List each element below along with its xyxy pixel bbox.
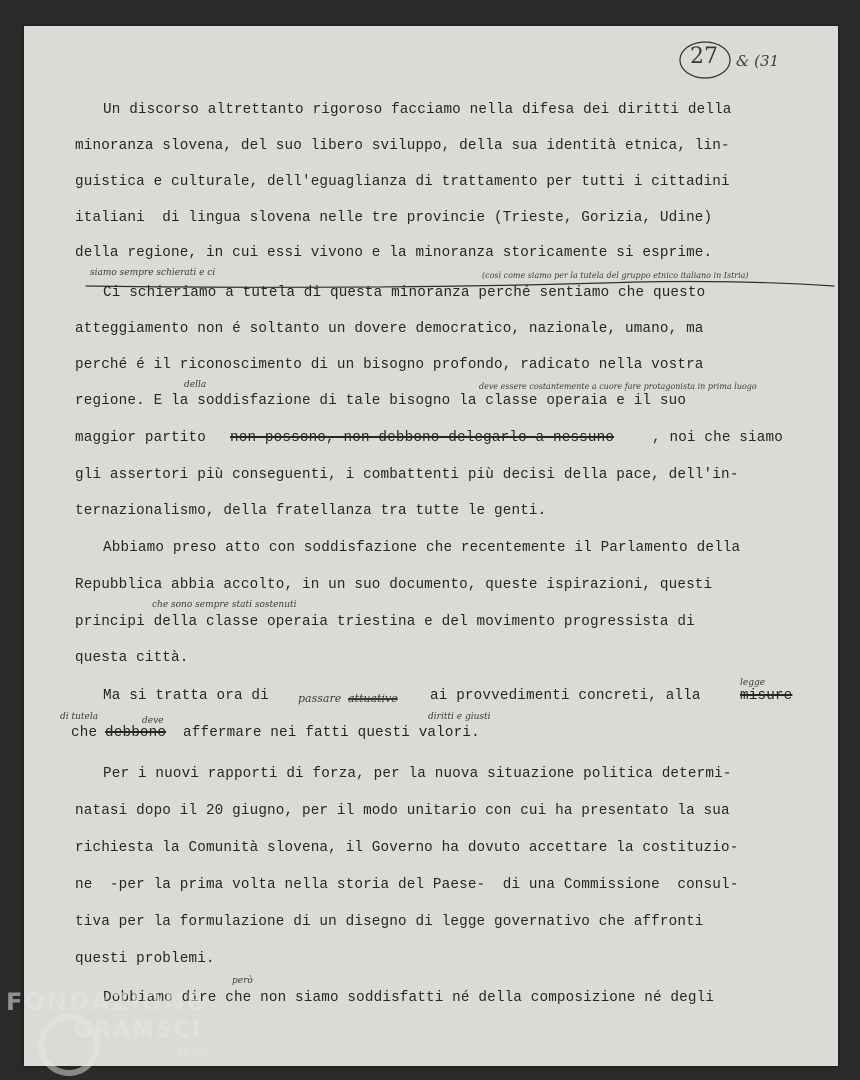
watermark-logo: onlus bbox=[176, 1046, 209, 1057]
text-line: atteggiamento non é soltanto un dovere democratico, nazionale, umano, ma bbox=[75, 321, 704, 337]
text-line: Abbiamo preso atto con soddisfazione che recentemente il Parlamento della bbox=[103, 540, 741, 556]
text-line: guistica e culturale, dell'eguaglianza di trattamento per tutti i cittadini bbox=[75, 174, 730, 190]
text-line: ternazionalismo, della fratellanza tra tutte le genti. bbox=[75, 503, 547, 519]
handwritten-note: della bbox=[184, 380, 207, 390]
text-line: principi della classe operaia triestina e del movimento progressista di bbox=[75, 614, 695, 630]
handwritten-note: deve bbox=[142, 716, 164, 726]
document-page bbox=[24, 26, 838, 1066]
alt-page-mark: & (31 bbox=[736, 52, 780, 70]
text-line: , noi che siamo bbox=[652, 430, 783, 446]
text-line: italiani di lingua slovena nelle tre provincie (Trieste, Gorizia, Udine) bbox=[75, 210, 713, 226]
handwritten-note: diritti e giusti bbox=[428, 712, 491, 722]
handwritten-note: (così come siamo per la tutela del gruppo etnico italiano in Istria) bbox=[482, 271, 749, 280]
text-line: Dobbiamo dire che non siamo soddisfatti né della composizione né degli bbox=[103, 990, 715, 1006]
text-line: affermare nei fatti questi valori. bbox=[183, 725, 480, 741]
handwritten-note: che sono sempre stati sostenuti bbox=[152, 600, 297, 610]
text-line: ne -per la prima volta nella storia del Paese- di una Commissione consul- bbox=[75, 877, 739, 893]
handwritten-note: però bbox=[232, 976, 253, 986]
struck-text: misure bbox=[740, 688, 793, 704]
text-line: Ci schieriamo a tutela di questa minoranza perché sentiamo che questo bbox=[103, 285, 706, 301]
text-line: che bbox=[71, 725, 98, 741]
handwritten-note: legge bbox=[740, 678, 766, 688]
struck-text: non possono, non debbono delegarlo a nessuno bbox=[230, 430, 615, 446]
text-line: gli assertori più conseguenti, i combattenti più decisi della pace, dell'in- bbox=[75, 467, 739, 483]
text-line: questa città. bbox=[75, 650, 189, 666]
text-line: ai provvedimenti concreti, alla bbox=[430, 688, 701, 704]
text-line: maggior partito bbox=[75, 430, 206, 446]
struck-handwritten-note: attuative bbox=[348, 692, 398, 705]
text-line: perché é il riconoscimento di un bisogno profondo, radicato nella vostra bbox=[75, 357, 704, 373]
text-line: regione. E la soddisfazione di tale bisogno la classe operaia e il suo bbox=[75, 393, 687, 409]
handwritten-note: di tutela bbox=[60, 712, 99, 722]
handwritten-note: deve essere costantemente a cuore fare protagonista in prima luogo bbox=[479, 382, 757, 391]
text-line: richiesta la Comunità slovena, il Governo ha dovuto accettare la costituzio- bbox=[75, 840, 739, 856]
text-line: Un discorso altrettanto rigoroso facciamo nella difesa dei diritti della bbox=[103, 102, 732, 118]
text-line: Per i nuovi rapporti di forza, per la nuova situazione politica determi- bbox=[103, 766, 732, 782]
text-line: Repubblica abbia accolto, in un suo documento, queste ispirazioni, questi bbox=[75, 577, 713, 593]
watermark-logo: GRAMSCI bbox=[74, 1018, 203, 1043]
handwritten-note: siamo sempre schierati e ci bbox=[90, 268, 216, 278]
text-line: natasi dopo il 20 giugno, per il modo unitario con cui ha presentato la sua bbox=[75, 803, 730, 819]
handwritten-note: passare bbox=[298, 692, 342, 705]
text-line: tiva per la formulazione di un disegno di legge governativo che affronti bbox=[75, 914, 704, 930]
text-line: minoranza slovena, del suo libero sviluppo, della sua identità etnica, lin- bbox=[75, 138, 730, 154]
text-line: Ma si tratta ora di bbox=[103, 688, 269, 704]
struck-text: debbono bbox=[105, 725, 167, 741]
text-line: della regione, in cui essi vivono e la minoranza storicamente si esprime. bbox=[75, 245, 713, 261]
watermark-logo: FONDAZIONE bbox=[6, 988, 205, 1016]
text-line: questi problemi. bbox=[75, 951, 215, 967]
page-number: 27 bbox=[690, 44, 718, 69]
